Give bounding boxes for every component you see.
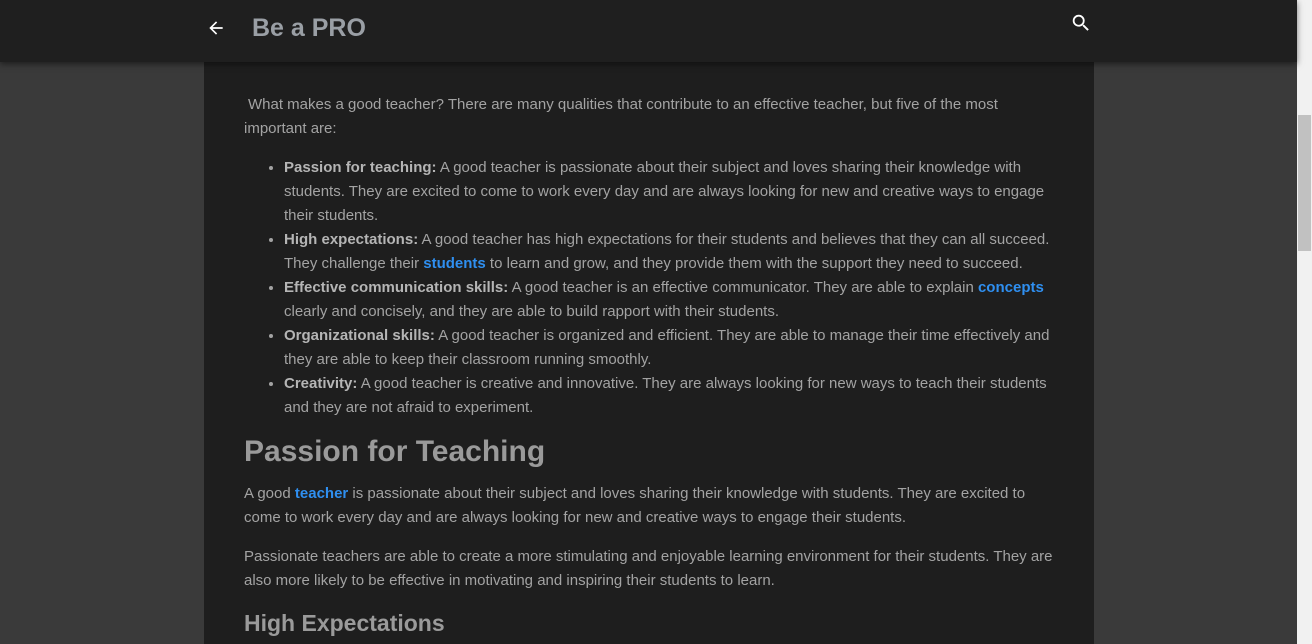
list-item: [284, 276, 1054, 324]
section-heading-passion: Passion for Teaching: [244, 435, 546, 468]
quality-title: High expectations:: [284, 231, 419, 248]
intro-paragraph: What makes a good teacher? There are many qualities that contribute to an effective teacher, but five of the most important are:: [244, 96, 998, 137]
quality-text: A good teacher is an effective communicator. They are able to explain: [508, 279, 978, 296]
article-container: [204, 62, 1094, 644]
quality-text: A good teacher is passionate about their subject and loves sharing their knowledge with students. They are excited to come to work every day and are always looking for new and creative ways to engage their students.: [284, 159, 1045, 224]
search-button[interactable]: [1066, 8, 1096, 38]
scrollbar-thumb[interactable]: [1298, 115, 1311, 251]
quality-text: to learn and grow, and they provide them with the support they need to succeed.: [485, 255, 1023, 272]
top-app-bar: [0, 0, 1297, 62]
paragraph-text: is passionate about their subject and loves sharing their knowledge with students. They are excited to come to work every day and are always looking for new and creative ways to engage their students.: [244, 485, 1026, 526]
list-item: [284, 372, 1054, 420]
concepts-link[interactable]: concepts: [977, 279, 1044, 296]
list-item: [284, 228, 1054, 276]
teacher-link[interactable]: teacher: [294, 485, 349, 502]
quality-title: Effective communication skills:: [284, 279, 509, 296]
list-item: [284, 324, 1054, 372]
search-icon: [1070, 12, 1092, 34]
section-paragraph: [244, 482, 1054, 530]
paragraph-text: A good: [244, 485, 295, 502]
list-item: [284, 156, 1054, 228]
page-scrollbar[interactable]: [1297, 0, 1312, 644]
qualities-list: [244, 156, 1054, 420]
students-link[interactable]: students: [423, 255, 486, 272]
quality-title: Creativity:: [284, 375, 358, 392]
quality-text: A good teacher has high expectations for their students and believes that they can all succeed. They challenge their: [284, 231, 1050, 272]
section-paragraph: Passionate teachers are able to create a more stimulating and enjoyable learning environment for their students. They are also more likely to be effective in motivating and inspiring their students to learn.: [244, 548, 1053, 589]
quality-text: A good teacher is creative and innovative. They are always looking for new ways to teach their students and they are not afraid to experiment.: [284, 375, 1047, 416]
quality-text: clearly and concisely, and they are able to build rapport with their students.: [284, 303, 779, 320]
site-title[interactable]: Be a PRO: [252, 14, 366, 42]
back-button[interactable]: [200, 12, 232, 44]
article-body: [244, 93, 1054, 638]
quality-text: A good teacher is organized and efficient. They are able to manage their time effectively and they are able to keep their classroom running smoothly.: [284, 327, 1050, 368]
quality-title: Passion for teaching:: [284, 159, 437, 176]
section-heading-expectations: High Expectations: [244, 610, 445, 636]
quality-title: Organizational skills:: [284, 327, 435, 344]
arrow-left-icon: [206, 18, 226, 38]
